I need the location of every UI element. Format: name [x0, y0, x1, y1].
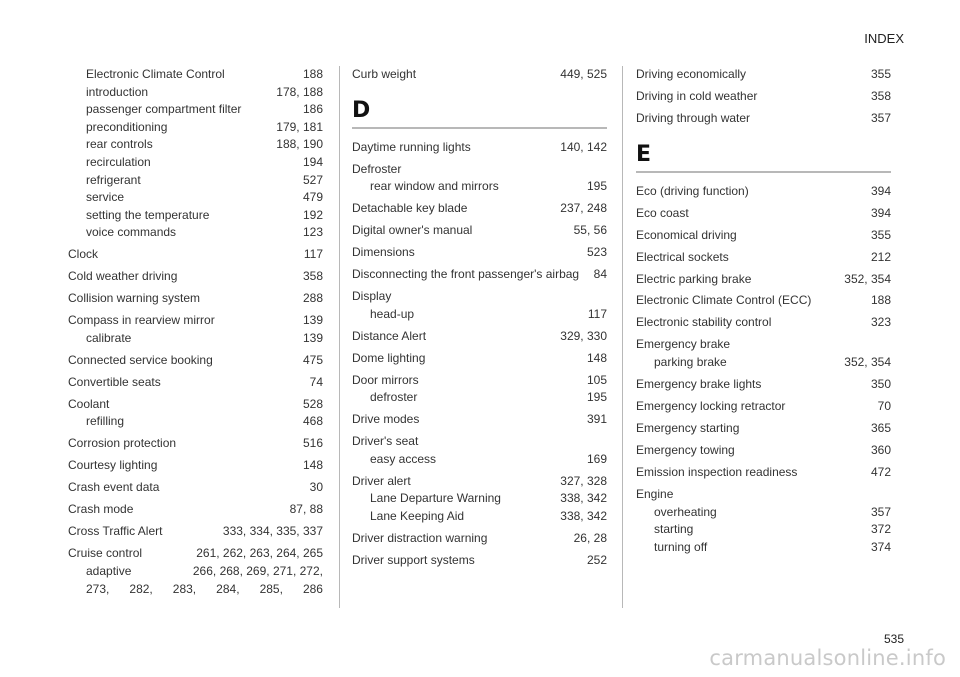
entry-term: refrigerant	[86, 172, 141, 187]
page-header-title: INDEX	[864, 31, 904, 46]
index-entry-row[interactable]	[352, 552, 607, 570]
index-entry-row[interactable]	[352, 139, 607, 157]
entry-pages: 527	[302, 172, 323, 187]
index-entry-row[interactable]	[68, 312, 323, 330]
entry-term: defroster	[370, 390, 418, 405]
index-entry-row[interactable]	[636, 314, 891, 332]
index-entry	[352, 244, 607, 262]
entry-term: rear controls	[86, 137, 153, 152]
index-entry	[352, 433, 607, 468]
entry-term: Clock	[68, 247, 99, 262]
index-subentry[interactable]	[352, 178, 607, 196]
entry-pages: 357	[870, 504, 891, 519]
entry-term: Emission inspection readiness	[636, 464, 798, 479]
watermark-text: carmanualsonline.info	[709, 646, 946, 670]
index-entry-row[interactable]	[352, 328, 607, 346]
index-entry	[68, 457, 323, 475]
column-divider	[339, 66, 340, 608]
entry-pages: 55, 56	[573, 223, 607, 238]
index-entry	[68, 523, 323, 541]
entry-pages: 391	[586, 412, 607, 427]
entry-term: service	[86, 190, 125, 205]
index-entry-row[interactable]	[352, 372, 607, 390]
entry-term: starting	[654, 522, 694, 537]
entry-term: calibrate	[86, 330, 132, 345]
index-entry	[352, 473, 607, 526]
entry-term: voice commands	[86, 225, 177, 240]
entry-pages: 179, 181	[276, 119, 323, 134]
entry-pages: 195	[586, 390, 607, 405]
entry-term: recirculation	[86, 154, 151, 169]
entry-pages: 358	[302, 269, 323, 284]
entry-pages: 186	[302, 102, 323, 117]
entry-term: Emergency locking retractor	[636, 399, 786, 414]
index-entry	[352, 530, 607, 548]
entry-pages: 357	[870, 110, 891, 125]
index-entry	[636, 88, 891, 106]
index-entry-row[interactable]	[636, 249, 891, 267]
index-entry-row[interactable]	[352, 200, 607, 218]
entry-term: Drive modes	[352, 412, 420, 427]
index-entry	[352, 288, 607, 323]
entry-term: Emergency starting	[636, 421, 740, 435]
index-subentry-continuation[interactable]	[68, 581, 323, 599]
page-ref: 284,	[216, 581, 240, 596]
entry-pages: 333, 334, 335, 337	[222, 524, 323, 539]
entry-pages: 117	[587, 306, 607, 321]
entry-pages: 360	[870, 442, 891, 457]
page-ref: 283,	[172, 581, 197, 596]
index-subentry[interactable]	[636, 504, 891, 522]
index-entry	[636, 486, 891, 556]
entry-pages: 475	[302, 352, 323, 367]
index-subentry[interactable]	[68, 563, 323, 581]
index-entry-row[interactable]	[636, 227, 891, 245]
index-entry	[636, 398, 891, 416]
entry-pages: 479	[302, 190, 323, 205]
index-entry-row[interactable]	[68, 268, 323, 286]
index-entry-row[interactable]	[68, 374, 323, 392]
index-column-3	[636, 66, 891, 561]
index-subentry[interactable]	[68, 172, 323, 190]
entry-term: Crash mode	[68, 502, 134, 517]
entry-term: Driver support systems	[352, 552, 475, 567]
index-entry-row[interactable]	[636, 376, 891, 394]
entry-term: Corrosion protection	[68, 436, 177, 451]
index-entry-row[interactable]	[68, 545, 323, 563]
index-entry	[68, 312, 323, 347]
index-entry	[636, 464, 891, 482]
entry-term: Driver distraction warning	[352, 530, 488, 545]
index-entry	[636, 110, 891, 128]
entry-term: Cross Traffic Alert	[68, 524, 163, 539]
index-entry	[68, 435, 323, 453]
entry-term: Cruise control	[68, 546, 143, 561]
index-subentry[interactable]	[352, 389, 607, 407]
section-letter-heading: D	[352, 97, 371, 123]
column-divider	[622, 66, 623, 608]
entry-term: head-up	[370, 306, 415, 321]
index-entry	[68, 396, 323, 431]
index-entry-row[interactable]	[352, 411, 607, 429]
index-subentry[interactable]	[68, 154, 323, 172]
index-entry	[636, 271, 891, 289]
entry-term: Eco (driving function)	[636, 183, 749, 198]
entry-term: Electric parking brake	[636, 271, 752, 286]
index-subentry[interactable]	[352, 306, 607, 324]
index-entry-row[interactable]	[352, 433, 607, 451]
entry-term: Courtesy lighting	[68, 458, 158, 473]
entry-term: Disconnecting the front passenger's airbag	[352, 267, 580, 282]
entry-pages: 237, 248	[560, 201, 607, 216]
index-entry-row[interactable]	[352, 288, 607, 306]
entry-term: Engine	[636, 486, 674, 501]
index-entry	[636, 183, 891, 201]
entry-pages: 140, 142	[560, 139, 607, 154]
entry-term: Dome lighting	[352, 350, 426, 365]
index-entry-row[interactable]	[68, 396, 323, 414]
entry-term: rear window and mirrors	[370, 179, 499, 194]
entry-pages: 188	[870, 293, 891, 308]
entry-pages: 355	[870, 227, 891, 242]
entry-pages: 148	[586, 350, 607, 365]
index-entry-row[interactable]	[636, 398, 891, 416]
index-entry-row[interactable]	[68, 523, 323, 541]
section-rule	[352, 127, 607, 129]
index-entry-row[interactable]	[352, 222, 607, 240]
entry-pages: 195	[586, 179, 607, 194]
index-entry	[352, 328, 607, 346]
entry-term: overheating	[654, 504, 717, 519]
entry-pages: 288	[302, 291, 323, 306]
index-entry	[68, 352, 323, 370]
index-entry-row[interactable]	[352, 473, 607, 491]
entry-pages: 266, 268, 269, 271, 272,	[192, 563, 323, 578]
index-entry	[636, 205, 891, 223]
entry-pages: 352, 354	[844, 355, 891, 370]
index-entry	[68, 545, 323, 598]
page-ref: 285,	[259, 581, 283, 596]
entry-term: Curb weight	[352, 67, 417, 81]
entry-term: Collision warning system	[68, 291, 201, 306]
entry-term: Economical driving	[636, 227, 737, 242]
entry-pages: 139	[302, 330, 323, 345]
index-entry	[636, 420, 891, 438]
index-entry	[352, 200, 607, 218]
index-entry-row[interactable]	[68, 457, 323, 475]
index-entry	[636, 249, 891, 267]
entry-term: Connected service booking	[68, 352, 213, 367]
entry-pages: 74	[309, 374, 323, 389]
index-column-1	[68, 66, 323, 603]
index-entry	[68, 290, 323, 308]
index-entry	[636, 292, 891, 310]
index-entry-row[interactable]	[636, 486, 891, 504]
entry-term: Lane Keeping Aid	[370, 508, 465, 523]
entry-term: refilling	[86, 414, 125, 429]
entry-pages: 338, 342	[560, 508, 607, 523]
entry-pages: 374	[870, 539, 891, 554]
entry-pages: 87, 88	[289, 502, 323, 517]
section-letter-heading: E	[636, 141, 652, 167]
index-subentry[interactable]	[68, 413, 323, 431]
index-entry	[68, 501, 323, 519]
index-entry	[68, 374, 323, 392]
entry-term: adaptive	[86, 563, 132, 578]
entry-pages: 117	[303, 247, 323, 262]
entry-term: preconditioning	[86, 119, 168, 134]
entry-pages: 516	[302, 436, 323, 451]
entry-pages: 84	[593, 267, 607, 282]
index-entry	[352, 222, 607, 240]
entry-term: Door mirrors	[352, 372, 419, 387]
index-subentry[interactable]	[636, 354, 891, 372]
index-subentry[interactable]	[68, 101, 323, 119]
entry-term: Detachable key blade	[352, 201, 468, 216]
entry-term: Digital owner's manual	[352, 223, 473, 238]
index-entry-row[interactable]	[352, 66, 607, 84]
page-ref: 282,	[129, 581, 153, 596]
entry-pages: 338, 342	[560, 491, 607, 506]
index-subentry[interactable]	[68, 84, 323, 102]
index-entry-row[interactable]	[636, 336, 891, 354]
index-entry-row[interactable]	[68, 435, 323, 453]
index-entry	[352, 161, 607, 196]
entry-term: Electrical sockets	[636, 249, 729, 264]
entry-term: Emergency towing	[636, 442, 735, 457]
index-column-2	[352, 66, 607, 574]
index-entry-row[interactable]	[636, 292, 891, 310]
index-entry-row[interactable]	[68, 352, 323, 370]
index-entry	[352, 350, 607, 368]
index-entry-row[interactable]	[68, 479, 323, 497]
index-entry	[352, 411, 607, 429]
index-subentry[interactable]	[636, 521, 891, 539]
index-entry	[352, 266, 607, 284]
entry-pages: 358	[870, 88, 891, 103]
entry-term: Driving through water	[636, 110, 751, 125]
entry-pages: 394	[870, 183, 891, 198]
entry-term: Driving in cold weather	[636, 88, 758, 103]
entry-term: Display	[352, 289, 392, 304]
index-entry-row[interactable]	[636, 205, 891, 223]
index-entry	[636, 314, 891, 332]
entry-term: Eco coast	[636, 205, 689, 220]
entry-term: Emergency brake lights	[636, 377, 762, 392]
index-entry-row[interactable]	[68, 501, 323, 519]
entry-term: Defroster	[352, 161, 402, 176]
entry-term: Compass in rearview mirror	[68, 313, 215, 328]
index-entry-row[interactable]	[352, 244, 607, 262]
entry-pages: 365	[870, 421, 891, 435]
entry-term: setting the temperature	[86, 207, 210, 222]
entry-pages: 528	[302, 396, 323, 411]
entry-pages: 449, 525	[560, 67, 607, 81]
entry-term: introduction	[86, 84, 149, 99]
entry-term: Driving economically	[636, 67, 747, 81]
index-entry	[352, 372, 607, 407]
index-entry-row[interactable]	[352, 530, 607, 548]
index-entry	[636, 227, 891, 245]
entry-term: parking brake	[654, 355, 727, 370]
index-entry-row[interactable]	[636, 110, 891, 128]
entry-term: Lane Departure Warning	[370, 491, 501, 506]
entry-pages: 123	[302, 225, 323, 240]
entry-pages: 350	[870, 377, 891, 392]
entry-pages: 372	[870, 522, 891, 537]
index-subentry[interactable]	[352, 508, 607, 526]
index-entry	[68, 246, 323, 264]
entry-pages: 252	[586, 552, 607, 567]
index-entry	[68, 479, 323, 497]
entry-pages: 468	[302, 414, 323, 429]
section-rule	[636, 171, 891, 173]
entry-pages: 169	[586, 451, 607, 466]
entry-pages: 105	[586, 372, 607, 387]
index-entry	[636, 442, 891, 460]
index-entry	[352, 552, 607, 570]
entry-pages: 329, 330	[560, 328, 607, 343]
index-entry-row[interactable]	[352, 350, 607, 368]
entry-pages: 394	[870, 205, 891, 220]
entry-pages: 212	[870, 249, 891, 264]
entry-pages: 194	[302, 154, 323, 169]
entry-pages: 30	[309, 480, 323, 495]
index-subentry[interactable]	[68, 136, 323, 154]
index-entry-row[interactable]	[636, 66, 891, 84]
index-entry-row[interactable]	[636, 271, 891, 289]
entry-pages: 148	[302, 458, 323, 473]
index-entry	[636, 66, 891, 84]
index-subentry[interactable]	[68, 207, 323, 225]
entry-pages: 192	[302, 207, 323, 222]
index-entry	[352, 139, 607, 157]
entry-term: turning off	[654, 539, 708, 554]
index-entry-row[interactable]	[636, 420, 891, 438]
entry-term: passenger compartment filter	[86, 102, 242, 117]
entry-term: Daytime running lights	[352, 139, 471, 154]
index-subentry[interactable]	[352, 490, 607, 508]
entry-pages: 323	[870, 315, 891, 330]
entry-term: Electronic Climate Control	[86, 67, 225, 81]
index-subentry[interactable]	[68, 330, 323, 348]
index-entry	[352, 66, 607, 84]
index-entry	[68, 268, 323, 286]
index-subentry[interactable]	[68, 119, 323, 137]
entry-pages: 261, 262, 263, 264, 265	[196, 546, 323, 561]
page-number: 535	[883, 632, 904, 646]
entry-term: Driver's seat	[352, 434, 419, 449]
entry-pages: 188	[302, 67, 323, 81]
index-subentry[interactable]	[68, 66, 323, 84]
index-entry	[636, 376, 891, 394]
entry-term: Emergency brake	[636, 337, 731, 352]
index-entry-ecc-subs	[68, 66, 323, 242]
entry-pages: 327, 328	[560, 473, 607, 488]
entry-term: Distance Alert	[352, 328, 427, 343]
entry-pages: 523	[586, 245, 607, 260]
index-entry-row[interactable]	[636, 442, 891, 460]
index-entry-row[interactable]	[68, 290, 323, 308]
entry-pages: 70	[877, 399, 891, 414]
index-subentry[interactable]	[68, 189, 323, 207]
entry-pages: 355	[870, 67, 891, 81]
entry-term: easy access	[370, 451, 437, 466]
index-subentry[interactable]	[68, 224, 323, 242]
index-subentry[interactable]	[352, 451, 607, 469]
entry-term: Convertible seats	[68, 374, 161, 389]
index-entry	[636, 336, 891, 371]
entry-pages: 26, 28	[573, 530, 607, 545]
entry-term: Cold weather driving	[68, 269, 178, 284]
entry-pages: 352, 354	[844, 271, 891, 286]
index-entry-row[interactable]	[352, 161, 607, 179]
entry-pages: 139	[302, 313, 323, 328]
page-ref: 273,	[86, 581, 110, 596]
entry-pages: 178, 188	[276, 84, 323, 99]
index-entry-row[interactable]	[352, 266, 607, 284]
page-ref: 286	[302, 581, 323, 596]
entry-term: Electronic Climate Control (ECC)	[636, 293, 812, 308]
index-entry-row[interactable]	[636, 88, 891, 106]
entry-pages: 472	[870, 464, 891, 479]
entry-term: Dimensions	[352, 245, 415, 260]
entry-term: Crash event data	[68, 480, 160, 495]
entry-pages: 188, 190	[276, 137, 323, 152]
index-entry-row[interactable]	[636, 183, 891, 201]
index-entry-row[interactable]	[636, 464, 891, 482]
entry-term: Driver alert	[352, 473, 411, 488]
index-entry-row[interactable]	[68, 246, 323, 264]
entry-term: Coolant	[68, 396, 110, 411]
index-subentry[interactable]	[636, 539, 891, 557]
entry-term: Electronic stability control	[636, 315, 772, 330]
